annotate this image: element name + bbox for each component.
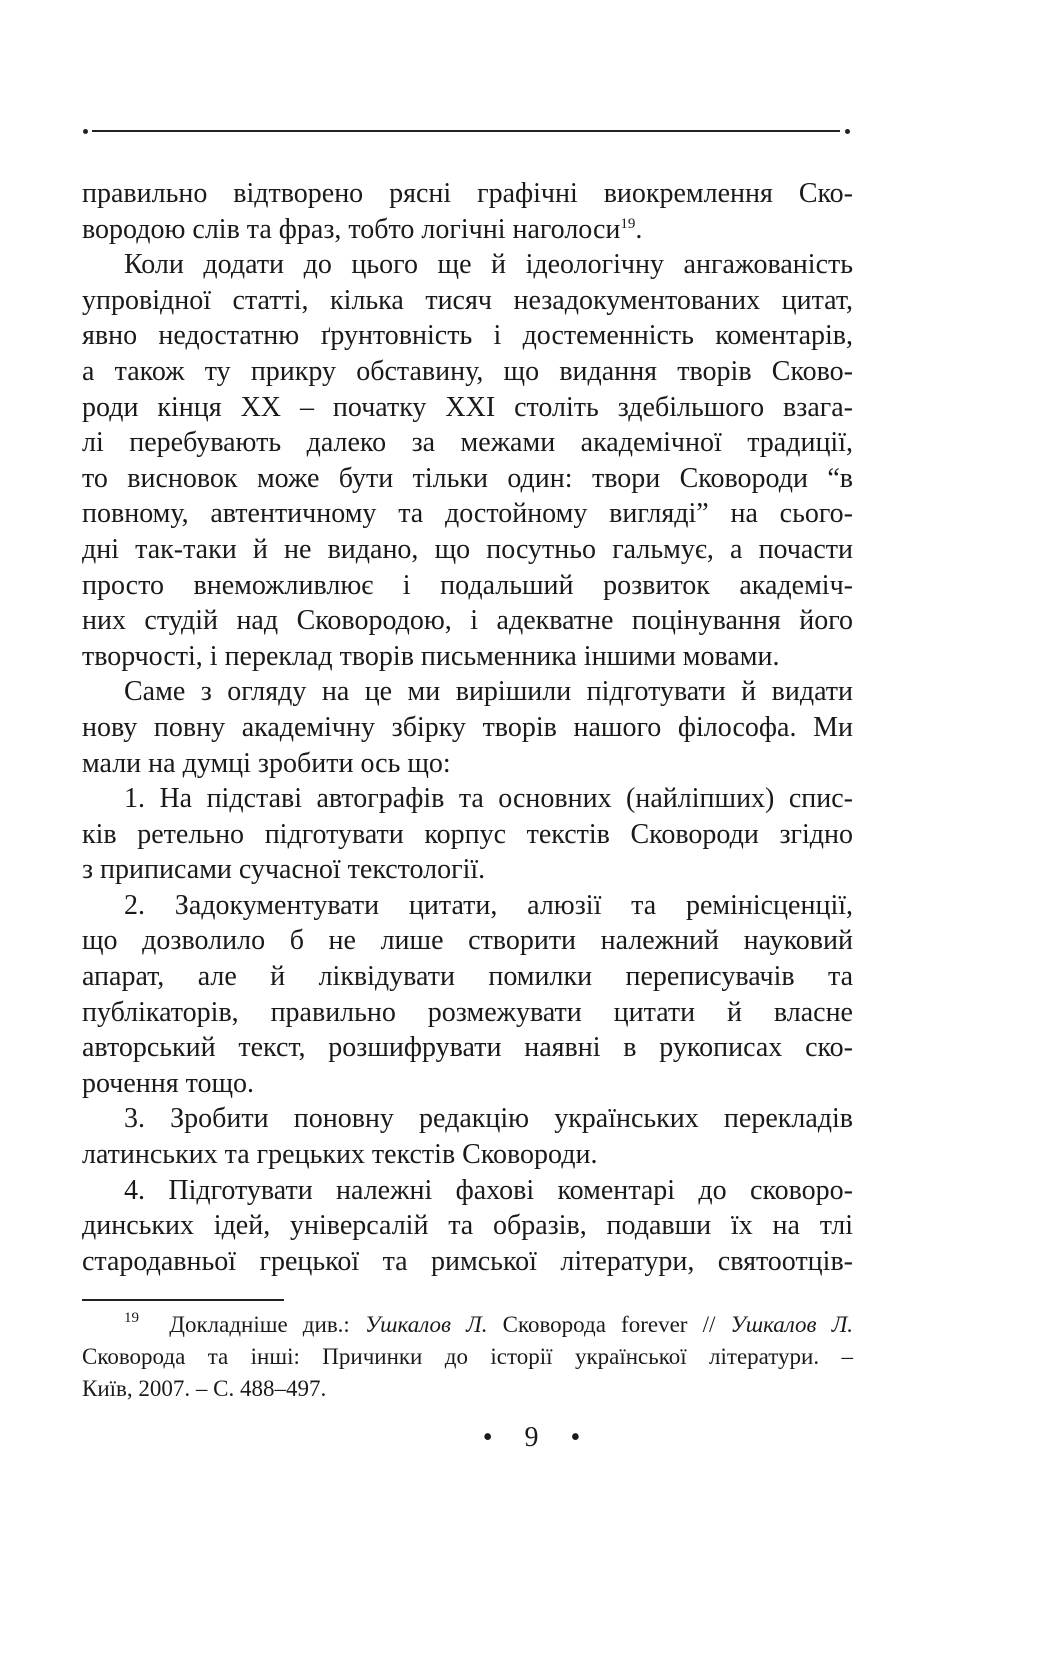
text-line <box>82 959 853 995</box>
text-line <box>82 1101 853 1137</box>
text-line-content: просто внеможливлює і подальший розвиток академіч- <box>82 569 853 601</box>
text-line <box>82 995 853 1031</box>
text-line-content: Саме з огляду на це ми вирішили підготувати й видати <box>124 676 853 708</box>
footnote-line: Київ, 2007. – С. 488–497. <box>82 1376 327 1401</box>
footnote-rule <box>82 1299 284 1301</box>
text-line <box>82 318 853 354</box>
text-line <box>82 496 853 532</box>
text-line-content: а також ту прикру обставину, що видання творів Сково- <box>82 355 853 387</box>
bullet: • <box>570 1422 581 1453</box>
text-line-content: лі перебувають далеко за межами академічної традиції, <box>82 427 853 459</box>
text-line-content: нову повну академічну збірку творів нашого філософа. Ми <box>82 711 853 743</box>
text-line-content: Коли додати до цього ще й ідеологічну ангажованість <box>124 249 853 281</box>
text-line-content: повному, автентичному та достойному вигляді” на сього- <box>82 498 853 530</box>
text-line <box>82 532 853 568</box>
text-line-content: 4. Підготувати належні фахові коментарі до сковоро- <box>124 1174 853 1206</box>
text-line-content: то висновок може бути тільки один: твори Сковороди “в <box>82 462 853 494</box>
text-line <box>82 817 853 853</box>
text-line <box>82 888 853 924</box>
top-rule <box>92 130 840 132</box>
text-line <box>82 354 853 390</box>
text-line <box>82 568 853 604</box>
top-rule-dot-left <box>83 129 88 134</box>
text-line <box>82 1137 853 1173</box>
text-line <box>82 639 853 675</box>
text-line <box>82 852 853 888</box>
text-line <box>82 1066 853 1102</box>
text-line-content: дні так-таки й не видано, що посутньо гальмує, а почасти <box>82 533 853 565</box>
punctuation: . <box>635 213 643 245</box>
text-line <box>82 746 853 782</box>
text-line-content: упровідної статті, кілька тисяч незадокументованих цитат, <box>82 284 853 316</box>
text-line-content: правильно відтворено рясні графічні виокремлення Ско- <box>82 178 853 209</box>
text-line <box>82 781 853 817</box>
footnote-title: Сковорода forever // <box>487 1312 731 1337</box>
text-line-content: явно недостатню ґрунтовність і достеменність коментарів, <box>82 320 853 352</box>
text-line <box>82 212 853 248</box>
footnote-number: 19 <box>124 1310 139 1326</box>
text-line-content: творчості, і переклад творів письменника іншими мовами. <box>82 640 780 672</box>
footnote-author: Ушкалов Л. <box>364 1312 488 1337</box>
text-line-content: з приписами сучасної текстології. <box>82 854 486 886</box>
text-line-content: них студій над Сковородою, і адекватне поцінування його <box>82 605 853 637</box>
footnote-reference[interactable]: 19 <box>620 215 636 232</box>
text-line <box>82 1208 853 1244</box>
text-line <box>82 603 853 639</box>
text-line-content: що дозволило б не лише створити належний науковий <box>82 925 853 957</box>
text-line <box>82 461 853 497</box>
text-line <box>82 923 853 959</box>
text-line-content: роди кінця XX – початку XXI століть здебільшого взага- <box>82 391 853 423</box>
text-line <box>82 1173 853 1209</box>
text-line-content: рочення тощо. <box>82 1067 255 1099</box>
text-line-content: стародавньої грецької та римської літератури, святоотців- <box>82 1245 853 1277</box>
text-line-content: мали на думці зробити ось що: <box>82 747 451 779</box>
text-line-content: ків ретельно підготувати корпус текстів Сковороди згідно <box>82 818 853 850</box>
text-line-content: 3. Зробити поновну редакцію українських перекладів <box>124 1103 853 1135</box>
text-line-content: 2. Задокументувати цитати, алюзії та ремінісценції, <box>124 889 853 921</box>
body-text <box>82 176 853 1279</box>
text-line <box>82 390 853 426</box>
page-footer <box>0 1422 1063 1454</box>
text-line <box>82 425 853 461</box>
page-number: 9 <box>524 1422 539 1453</box>
text-line-content: апарат, але й ліквідувати помилки переписувачів та <box>82 961 853 993</box>
text-line-content: латинських та грецьких текстів Сковороди. <box>82 1139 598 1171</box>
text-line <box>82 1244 853 1280</box>
footnote-line: Сковорода та інші: Причинки до історії української літератури. – <box>82 1344 853 1369</box>
text-line-content: 1. На підставі автографів та основних (найліпших) спис- <box>124 783 853 815</box>
top-rule-dot-right <box>845 129 850 134</box>
text-line-content: динських ідей, універсалій та образів, подавши їх на тлі <box>82 1210 853 1242</box>
text-line-content: вородою слів та фраз, тобто логічні наголоси <box>82 213 621 245</box>
text-line <box>82 710 853 746</box>
footnote-lead: Докладніше див.: <box>169 1312 365 1337</box>
text-line <box>82 283 853 319</box>
text-line-content: авторський текст, розшифрувати наявні в рукописах ско- <box>82 1032 853 1064</box>
footnote-line <box>82 1309 853 1341</box>
text-line <box>82 247 853 283</box>
bullet: • <box>482 1422 493 1453</box>
text-line <box>82 1030 853 1066</box>
text-line <box>82 674 853 710</box>
footnote <box>82 1309 853 1405</box>
text-line-content: публікаторів, правильно розмежувати цитати й власне <box>82 996 853 1028</box>
footnote-author: Ушкалов Л. <box>730 1312 854 1337</box>
text-line <box>82 176 853 212</box>
